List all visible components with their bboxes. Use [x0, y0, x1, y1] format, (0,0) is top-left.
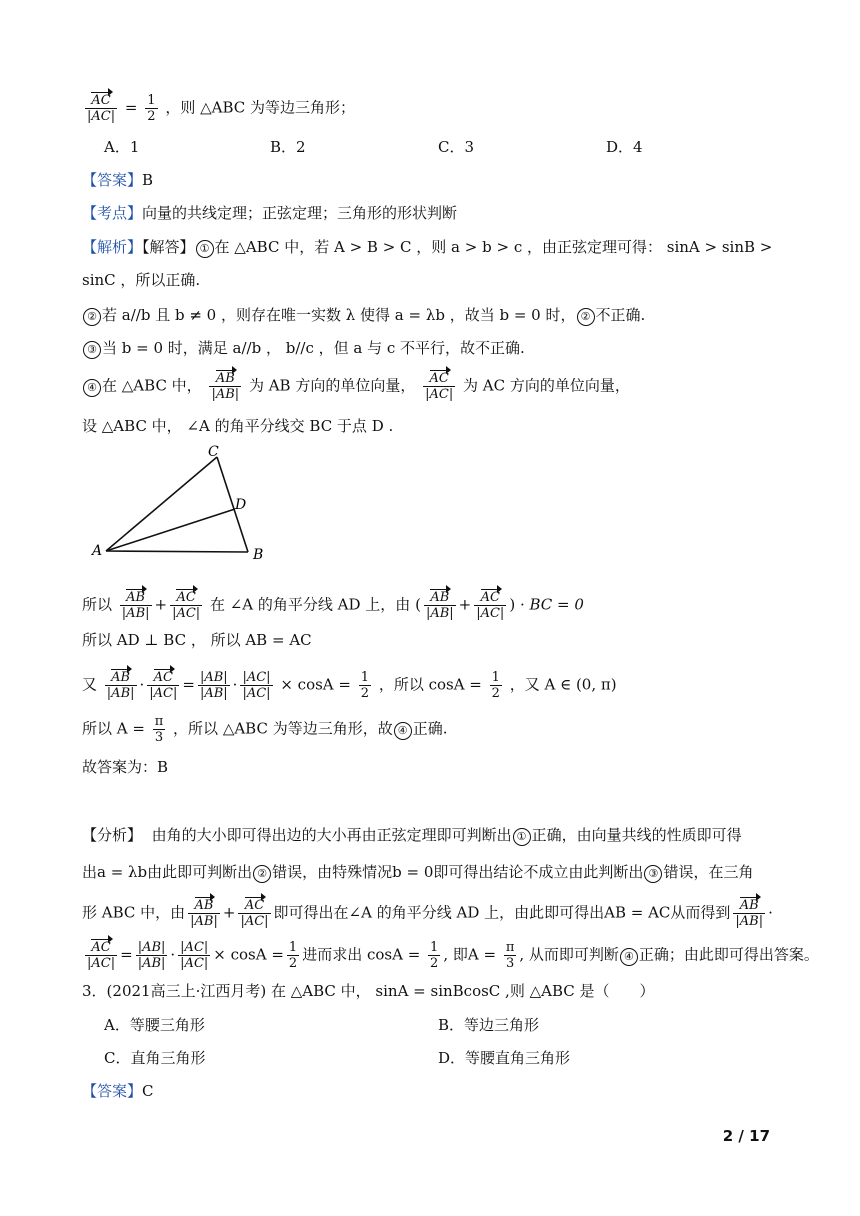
- abs-ab-5: |AB|: [106, 686, 135, 701]
- abs-ab-4: |AB|: [425, 606, 454, 621]
- half-den-2: 2: [360, 686, 370, 701]
- fraction-ab-unit: [209, 371, 241, 402]
- abs-ab-7: |AB|: [735, 914, 764, 929]
- abs-ac-2: |AC|: [425, 387, 454, 402]
- jiexi-line-3: [82, 305, 645, 326]
- suoyi3c: 正确.: [412, 719, 448, 738]
- fraction-ac-unit: [85, 93, 117, 124]
- jiexi-lead: 【解答】: [142, 238, 195, 256]
- q2-option-a: A．1: [104, 138, 140, 156]
- half-num-2: 1: [360, 670, 370, 685]
- fraction-ab-unit-7: [733, 898, 765, 929]
- fenxi-line-4: $\frac{AC}{|AC|}$ = $\frac{|AB|}{|AB|}$ · $\frac{|AC|}{|AC|}$ × cosA = $\frac{1}{2}$ 进而求出 cosA = $\frac{1}{2}$ , 即A = $\frac{\pi}{3}$ , 从而即可判断 ④ 正确；由此即可得出答案。: [87, 940, 819, 971]
- answer-value: B: [142, 171, 154, 189]
- fenxi-l1: 由角的大小即可得出边的大小再由正弦定理即可判断出: [151, 826, 512, 844]
- suoyi-line-1: 所以 $\frac{AB}{|AB|}$ + $\frac{AC}{|AC|}$ 在 ∠A 的角平分线 AD 上，由 ( $\frac{AB}{|AB|}$ + $\frac{AC}{|AC|}$ ) · BC = 0: [82, 590, 584, 621]
- jiexi-s2: 若 a//b 且 b ≠ 0 ，则存在唯一实数 λ 使得 a = λb ，故当 b = 0 时，: [102, 306, 576, 324]
- q3-option-b: B．等边三角形: [438, 1016, 540, 1034]
- fenxi-l2b: 错误，由特殊情况b = 0即可得出结论不成立由此判断出: [272, 863, 644, 881]
- q3-answer-line: [82, 1081, 154, 1101]
- half-den: 2: [147, 109, 156, 124]
- circle-1: ①: [196, 240, 214, 258]
- fraction-pi-3: [153, 714, 166, 745]
- fraction-pi-3b: [504, 940, 517, 971]
- three-den: 3: [154, 730, 164, 745]
- abs-ab-6: |AB|: [190, 914, 218, 929]
- jiexi-s4a: 在 △ABC 中，: [102, 376, 202, 395]
- suoyi1a: 所以: [82, 595, 113, 614]
- q3-option-c: C．直角三角形: [104, 1049, 206, 1067]
- page-number: 2 / 17: [722, 1127, 770, 1145]
- fenxi-l1b: 正确，由向量共线的性质即可得: [531, 826, 742, 844]
- abs-ac-den-2: |AC|: [180, 956, 209, 971]
- gudaan-line: [82, 757, 168, 777]
- fenxi-line-3: 形 ABC 中，由 $\frac{AB}{|AB|}$ + $\frac{AC}{|AC|}$ 即可得出在∠A 的角平分线 AD 上，由此即可得出AB = AC从而得到 $\frac{AB}{|AB|}$ ·: [82, 898, 773, 929]
- q2-option-d: D．4: [606, 138, 643, 156]
- kaodian-text: 向量的共线定理；正弦定理；三角形的形状判断: [142, 204, 458, 222]
- circle-4b: ④: [394, 722, 412, 740]
- q3-option-a: A．等腰三角形: [104, 1016, 205, 1034]
- half-num-3: 1: [491, 670, 500, 685]
- kaodian-line: [82, 203, 457, 223]
- abs-ab-den-2: |AB|: [137, 956, 166, 971]
- jiexi-s1b: sinC ，所以正确.: [82, 271, 201, 289]
- suoyi-line-3: [82, 714, 448, 745]
- jiexi-s4b: 为 AB 方向的单位向量，: [248, 376, 416, 395]
- vec-ab-5: AB: [111, 670, 131, 685]
- jiexi-s5: 设 △ABC 中， ∠A 的角平分线交 BC 于点 D .: [82, 417, 394, 435]
- bisector-ad: [106, 509, 235, 551]
- vec-ab-4: AB: [430, 590, 450, 605]
- suoyi3a: 所以 A =: [82, 719, 150, 738]
- vec-ac-5: AC: [153, 670, 173, 685]
- fraction-ac-unit-6: [238, 898, 270, 929]
- abs-ac-num-2: |AC|: [180, 940, 209, 955]
- circle-4: ④: [83, 379, 101, 397]
- line-1: $\frac{AC}{|AC|}$ = $\frac{1}{2}$ ，则 △ABC 为等边三角形；: [87, 93, 355, 124]
- jiexi-tag: 【解析】: [82, 238, 143, 256]
- circle-f4: ④: [620, 948, 638, 966]
- fraction-abs-ab: [198, 670, 230, 701]
- suoyi1c: · BC = 0: [519, 595, 584, 614]
- abs-ab-den: |AB|: [199, 686, 228, 701]
- you-lead: 又: [82, 675, 98, 694]
- vec-ac-2: AC: [429, 371, 449, 386]
- fraction-ac-unit-4: [474, 590, 506, 621]
- triangle-figure: [88, 445, 278, 570]
- abs-ac-4: |AC|: [476, 606, 505, 621]
- abs-ac-5: |AC|: [149, 686, 178, 701]
- fraction-half-3: [490, 670, 502, 701]
- pi-num-2: π: [505, 940, 515, 955]
- q3-answer-tag: 【答案】: [82, 1082, 143, 1100]
- abs-ab-num-2: |AB|: [137, 940, 166, 955]
- vec-ab-3: AB: [126, 590, 146, 605]
- fraction-ab-unit-5: [105, 670, 137, 701]
- q2-option-b: B．2: [270, 138, 306, 156]
- fraction-half-2: [359, 670, 371, 701]
- label-d: D: [235, 497, 247, 513]
- half-num-5: 1: [430, 940, 439, 955]
- you-tail1: ，所以 cosA =: [378, 675, 487, 694]
- three-den-2: 3: [505, 956, 515, 971]
- circle-f1: ①: [513, 828, 531, 846]
- jiexi-s1a: 在 △ABC 中，若 A > B > C ，则 a > b > c ，由正弦定理可得： sinA > sinB >: [214, 238, 773, 256]
- circle-f2: ②: [253, 865, 271, 883]
- kaodian-tag: 【考点】: [82, 204, 143, 222]
- abs-ab-3: |AB|: [121, 606, 150, 621]
- fenxi-line-1: [82, 825, 742, 846]
- fraction-half: [145, 93, 157, 124]
- fraction-abs-ac-2: [178, 940, 210, 971]
- vec-ac-3: AC: [176, 590, 196, 605]
- jiexi-s3: 当 b = 0 时，满足 a//b ， b//c ，但 a 与 c 不平行，故不正确.: [102, 339, 525, 357]
- abs-ac-3: |AC|: [172, 606, 201, 621]
- suoyi3b: ，所以 △ABC 为等边三角形，故: [173, 719, 393, 738]
- fenxi-tag: 【分析】: [82, 826, 143, 844]
- side-ac: [106, 457, 217, 551]
- fraction-half-4: [287, 940, 299, 971]
- label-a: A: [92, 543, 103, 559]
- fraction-ab-unit-4: [424, 590, 456, 621]
- half-num-4: 1: [288, 940, 298, 955]
- jiexi-line-5: [82, 371, 630, 402]
- jiexi-line-4: [82, 338, 525, 359]
- abs-ac-7: |AC|: [87, 956, 116, 971]
- fenxi-line-2: [82, 862, 753, 883]
- vec-ab-7: AB: [739, 898, 759, 913]
- suoyi2: 所以 AD ⊥ BC ， 所以 AB = AC: [82, 631, 312, 649]
- abs-ab: |AB|: [211, 387, 240, 402]
- fraction-abs-ac: [240, 670, 272, 701]
- q2-option-c: C．3: [438, 138, 475, 156]
- circle-2: ②: [83, 308, 101, 326]
- fraction-abs-ab-2: [136, 940, 168, 971]
- fenxi-l4a: 进而求出 cosA =: [302, 945, 426, 964]
- circle-3: ③: [83, 341, 101, 359]
- fraction-ac-unit-3: [170, 590, 202, 621]
- vec-ac-7: AC: [91, 940, 111, 955]
- fenxi-l4d: 正确；由此即可得出答案。: [638, 945, 819, 964]
- fenxi-l4b: , 即A =: [443, 945, 501, 964]
- jiexi-s4c: 为 AC 方向的单位向量，: [463, 376, 630, 395]
- fenxi-l2a: 出a = λb由此即可判断出: [82, 863, 253, 881]
- you-mid: × cosA =: [280, 675, 356, 694]
- line-1-tail: ，则 △ABC 为等边三角形；: [165, 98, 355, 117]
- jiexi-line-6: [82, 416, 393, 436]
- you-tail2: ，又 A ∈ (0, π): [509, 675, 617, 694]
- suoyi1b: 在 ∠A 的角平分线 AD 上，由: [209, 595, 411, 614]
- q3-answer-value: C: [142, 1082, 154, 1100]
- jiexi-line-1: [82, 237, 772, 258]
- q3-stem: [82, 981, 655, 1001]
- pi-num: π: [154, 714, 164, 729]
- q3-option-d: D．等腰直角三角形: [438, 1049, 571, 1067]
- you-line: 又 $\frac{AB}{|AB|}$ · $\frac{AC}{|AC|}$ = $\frac{|AB|}{|AB|}$ · $\frac{|AC|}{|AC|}$ × cosA = $\frac{1}{2}$ ，所以 cosA = $\frac{1}{2}$ ，又 A ∈ (0, π): [82, 670, 617, 701]
- gudaan: 故答案为：B: [82, 758, 169, 776]
- label-b: B: [253, 547, 264, 563]
- side-ab: [106, 551, 248, 552]
- vec-ac: AC: [91, 93, 111, 108]
- half-den-4: 2: [288, 956, 298, 971]
- fraction-half-5: [428, 940, 440, 971]
- abs-ac-num: |AC|: [242, 670, 271, 685]
- fraction-ac-unit-5: [147, 670, 179, 701]
- fenxi-l4c: , 从而即可判断: [519, 945, 619, 964]
- circle-f3: ③: [644, 865, 662, 883]
- vec-ab: AB: [215, 371, 235, 386]
- abs-ab-num: |AB|: [199, 670, 228, 685]
- abs-ac-6: |AC|: [240, 914, 269, 929]
- fenxi-l3a: 形 ABC 中，由: [82, 903, 186, 922]
- abs-ac-den: |AC|: [242, 686, 271, 701]
- fraction-ac-unit-7: [85, 940, 117, 971]
- fraction-ab-unit-6: [188, 898, 220, 929]
- answer-tag: 【答案】: [82, 171, 143, 189]
- fenxi-l3b: 即可得出在∠A 的角平分线 AD 上，由此即可得出AB = AC从而得到: [273, 903, 731, 922]
- half-num: 1: [147, 93, 156, 108]
- half-den-5: 2: [430, 956, 439, 971]
- fenxi-l2c: 错误，在三角: [663, 863, 754, 881]
- jiexi-line-2: [82, 270, 200, 290]
- circle-2b: ②: [577, 308, 595, 326]
- q3-stem-text: 3．(2021高三上·江西月考) 在 △ABC 中， sinA = sinBcosC ,则 △ABC 是（ ）: [82, 982, 655, 1000]
- q2-answer-line: [82, 170, 153, 190]
- abs-ac: |AC|: [87, 109, 116, 124]
- jiexi-s2-tail: 不正确.: [595, 306, 646, 324]
- label-c: C: [208, 445, 219, 460]
- fraction-ab-unit-3: [120, 590, 152, 621]
- vec-ab-6: AB: [194, 898, 214, 913]
- fraction-ac-unit-2: [423, 371, 455, 402]
- vec-ac-4: AC: [480, 590, 500, 605]
- vec-ac-6: AC: [244, 898, 265, 913]
- half-den-3: 2: [491, 686, 500, 701]
- suoyi-line-2: [82, 630, 312, 650]
